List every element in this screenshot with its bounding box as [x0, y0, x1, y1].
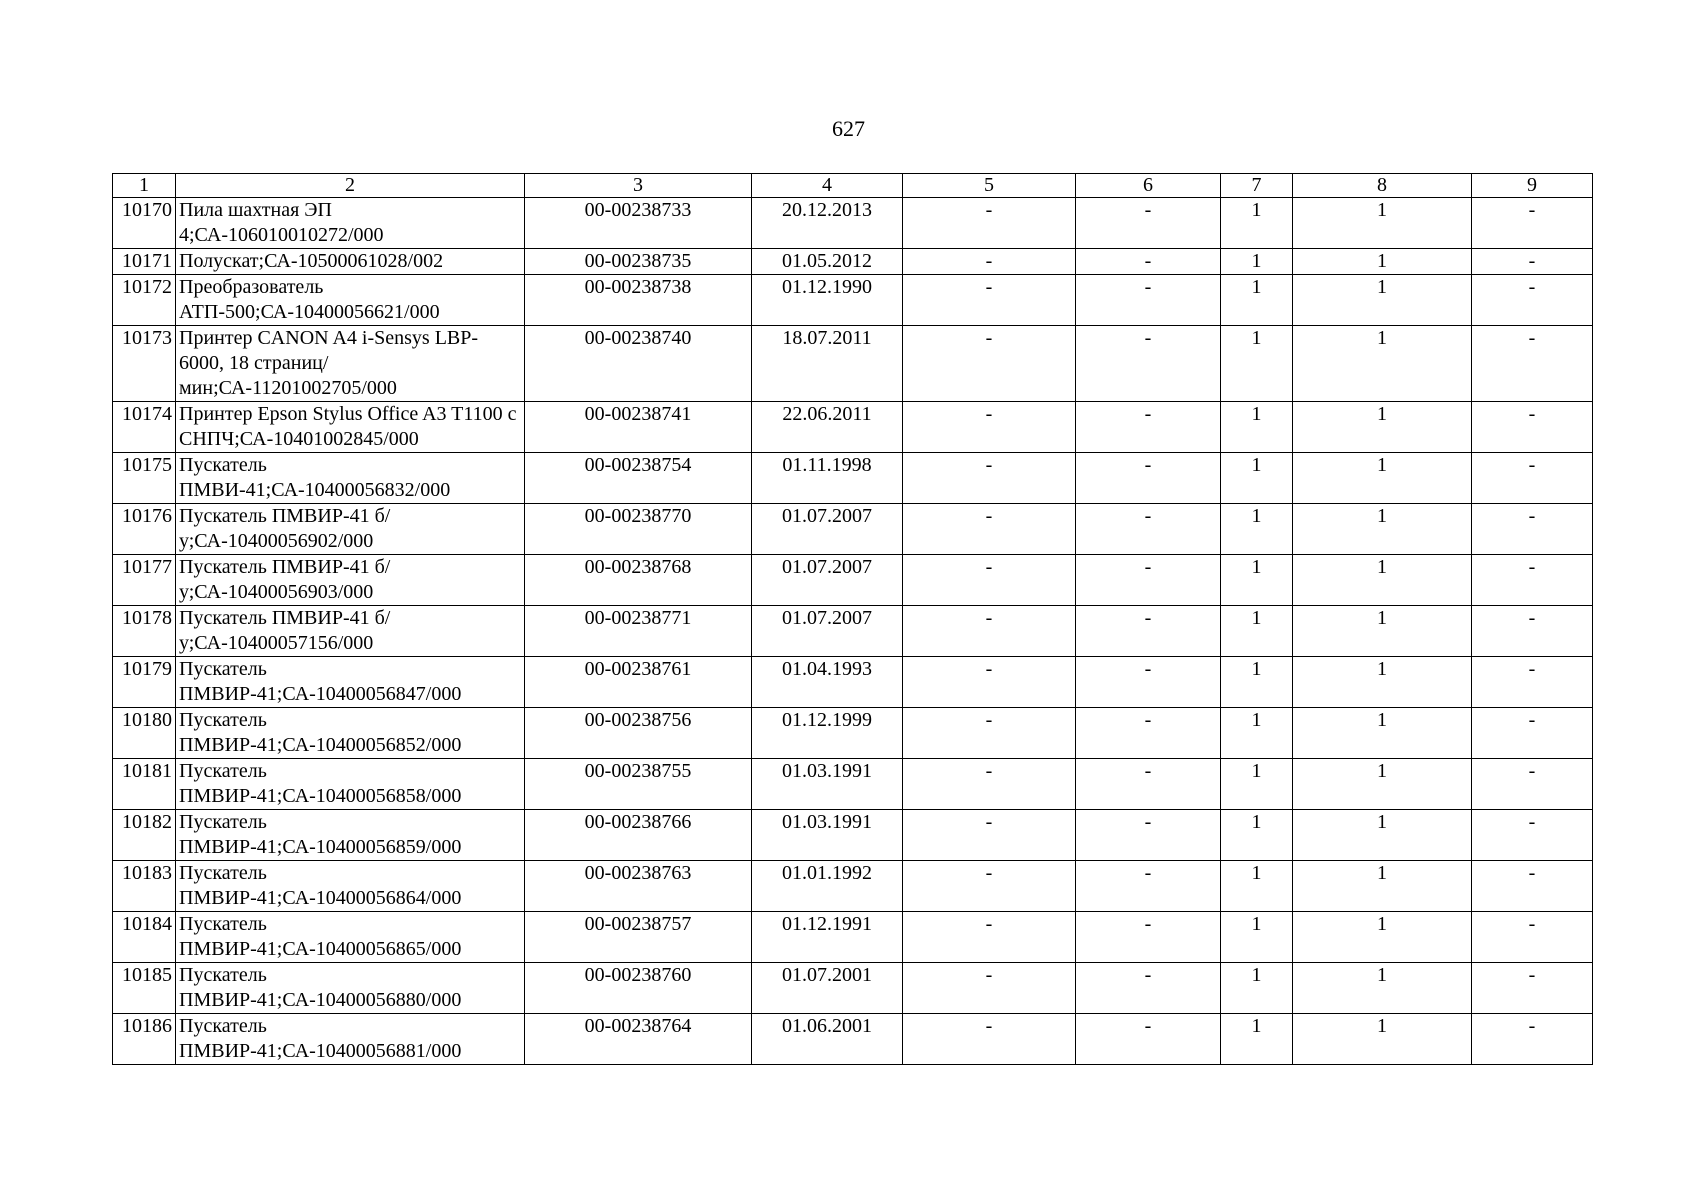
cell-col7: 1 [1221, 657, 1293, 708]
cell-col6: - [1076, 326, 1221, 402]
inventory-code: 00-00238738 [525, 275, 752, 326]
inventory-code: 00-00238770 [525, 504, 752, 555]
acquisition-date: 01.03.1991 [752, 810, 903, 861]
acquisition-date: 01.07.2001 [752, 963, 903, 1014]
item-name: Пускатель ПМВИР-41;СА-10400056859/000 [176, 810, 525, 861]
cell-col9: - [1472, 912, 1593, 963]
acquisition-date: 01.07.2007 [752, 606, 903, 657]
cell-col9: - [1472, 453, 1593, 504]
item-name: Пила шахтная ЭП 4;СА-106010010272/000 [176, 198, 525, 249]
cell-col6: - [1076, 759, 1221, 810]
table-row [113, 504, 1593, 555]
inventory-code: 00-00238757 [525, 912, 752, 963]
cell-col5: - [903, 708, 1076, 759]
row-number: 10183 [113, 861, 176, 912]
cell-col9: - [1472, 326, 1593, 402]
inventory-code: 00-00238756 [525, 708, 752, 759]
row-number: 10180 [113, 708, 176, 759]
page-number: 627 [832, 116, 865, 141]
item-name: Пускатель ПМВИР-41;СА-10400056864/000 [176, 861, 525, 912]
cell-col9: - [1472, 275, 1593, 326]
item-name: Пускатель ПМВИР-41;СА-10400056865/000 [176, 912, 525, 963]
inventory-code: 00-00238741 [525, 402, 752, 453]
cell-col6: - [1076, 275, 1221, 326]
cell-col7: 1 [1221, 326, 1293, 402]
cell-col7: 1 [1221, 759, 1293, 810]
item-name: Принтер Epson Stylus Office A3 T1100 с СНПЧ;СА-10401002845/000 [176, 402, 525, 453]
cell-col8: 1 [1293, 657, 1472, 708]
table-row [113, 275, 1593, 326]
cell-col5: - [903, 963, 1076, 1014]
row-number: 10175 [113, 453, 176, 504]
cell-col6: - [1076, 1014, 1221, 1065]
inventory-code: 00-00238763 [525, 861, 752, 912]
table-row [113, 1014, 1593, 1065]
item-name: Принтер CANON A4 i-Sensys LBP-6000, 18 страниц/мин;СА-11201002705/000 [176, 326, 525, 402]
table-row [113, 198, 1593, 249]
cell-col6: - [1076, 963, 1221, 1014]
cell-col9: - [1472, 963, 1593, 1014]
item-name: Преобразователь АТП-500;СА-10400056621/000 [176, 275, 525, 326]
cell-col9: - [1472, 861, 1593, 912]
cell-col8: 1 [1293, 402, 1472, 453]
cell-col8: 1 [1293, 810, 1472, 861]
cell-col6: - [1076, 555, 1221, 606]
acquisition-date: 01.12.1991 [752, 912, 903, 963]
cell-col6: - [1076, 810, 1221, 861]
acquisition-date: 01.04.1993 [752, 657, 903, 708]
item-name: Пускатель ПМВИР-41;СА-10400056880/000 [176, 963, 525, 1014]
column-header-2: 2 [176, 174, 525, 198]
cell-col9: - [1472, 555, 1593, 606]
cell-col8: 1 [1293, 275, 1472, 326]
item-name: Пускатель ПМВИР-41;СА-10400056858/000 [176, 759, 525, 810]
acquisition-date: 01.06.2001 [752, 1014, 903, 1065]
cell-col8: 1 [1293, 198, 1472, 249]
cell-col7: 1 [1221, 1014, 1293, 1065]
cell-col9: - [1472, 606, 1593, 657]
cell-col5: - [903, 555, 1076, 606]
item-name: Пускатель ПМВИР-41 б/у;СА-10400056902/000 [176, 504, 525, 555]
cell-col7: 1 [1221, 912, 1293, 963]
inventory-code: 00-00238761 [525, 657, 752, 708]
cell-col8: 1 [1293, 453, 1472, 504]
item-name: Пускатель ПМВИ-41;СА-10400056832/000 [176, 453, 525, 504]
table-row [113, 555, 1593, 606]
cell-col9: - [1472, 657, 1593, 708]
inventory-code: 00-00238768 [525, 555, 752, 606]
cell-col9: - [1472, 504, 1593, 555]
cell-col6: - [1076, 249, 1221, 275]
table-row [113, 810, 1593, 861]
cell-col5: - [903, 453, 1076, 504]
inventory-code: 00-00238755 [525, 759, 752, 810]
inventory-code: 00-00238754 [525, 453, 752, 504]
item-name: Пускатель ПМВИР-41 б/у;СА-10400057156/000 [176, 606, 525, 657]
cell-col6: - [1076, 198, 1221, 249]
item-name: Пускатель ПМВИР-41;СА-10400056881/000 [176, 1014, 525, 1065]
cell-col8: 1 [1293, 963, 1472, 1014]
cell-col9: - [1472, 249, 1593, 275]
inventory-code: 00-00238771 [525, 606, 752, 657]
cell-col5: - [903, 249, 1076, 275]
cell-col9: - [1472, 708, 1593, 759]
inventory-table [112, 173, 1593, 1065]
row-number: 10181 [113, 759, 176, 810]
cell-col9: - [1472, 810, 1593, 861]
row-number: 10173 [113, 326, 176, 402]
cell-col5: - [903, 810, 1076, 861]
table-body [113, 174, 1593, 1065]
cell-col6: - [1076, 606, 1221, 657]
cell-col5: - [903, 912, 1076, 963]
cell-col8: 1 [1293, 912, 1472, 963]
table-row [113, 759, 1593, 810]
acquisition-date: 22.06.2011 [752, 402, 903, 453]
acquisition-date: 18.07.2011 [752, 326, 903, 402]
table-row [113, 453, 1593, 504]
table-row [113, 326, 1593, 402]
cell-col5: - [903, 861, 1076, 912]
column-header-3: 3 [525, 174, 752, 198]
cell-col9: - [1472, 759, 1593, 810]
column-header-5: 5 [903, 174, 1076, 198]
column-header-7: 7 [1221, 174, 1293, 198]
acquisition-date: 01.11.1998 [752, 453, 903, 504]
row-number: 10176 [113, 504, 176, 555]
acquisition-date: 01.03.1991 [752, 759, 903, 810]
cell-col7: 1 [1221, 708, 1293, 759]
cell-col7: 1 [1221, 402, 1293, 453]
acquisition-date: 01.07.2007 [752, 555, 903, 606]
acquisition-date: 01.12.1990 [752, 275, 903, 326]
cell-col5: - [903, 326, 1076, 402]
item-name: Пускатель ПМВИР-41;СА-10400056852/000 [176, 708, 525, 759]
acquisition-date: 01.12.1999 [752, 708, 903, 759]
cell-col5: - [903, 759, 1076, 810]
cell-col6: - [1076, 861, 1221, 912]
row-number: 10174 [113, 402, 176, 453]
cell-col6: - [1076, 453, 1221, 504]
cell-col5: - [903, 275, 1076, 326]
table-row [113, 249, 1593, 275]
row-number: 10178 [113, 606, 176, 657]
cell-col7: 1 [1221, 861, 1293, 912]
cell-col7: 1 [1221, 249, 1293, 275]
cell-col5: - [903, 606, 1076, 657]
cell-col7: 1 [1221, 275, 1293, 326]
column-header-8: 8 [1293, 174, 1472, 198]
inventory-code: 00-00238733 [525, 198, 752, 249]
cell-col5: - [903, 198, 1076, 249]
cell-col7: 1 [1221, 198, 1293, 249]
cell-col6: - [1076, 657, 1221, 708]
inventory-code: 00-00238740 [525, 326, 752, 402]
table-row [113, 402, 1593, 453]
row-number: 10185 [113, 963, 176, 1014]
row-number: 10186 [113, 1014, 176, 1065]
cell-col9: - [1472, 1014, 1593, 1065]
row-number: 10184 [113, 912, 176, 963]
row-number: 10170 [113, 198, 176, 249]
cell-col7: 1 [1221, 453, 1293, 504]
cell-col8: 1 [1293, 861, 1472, 912]
row-number: 10171 [113, 249, 176, 275]
table-row [113, 708, 1593, 759]
inventory-code: 00-00238764 [525, 1014, 752, 1065]
table-row [113, 861, 1593, 912]
cell-col6: - [1076, 912, 1221, 963]
row-number: 10172 [113, 275, 176, 326]
inventory-code: 00-00238735 [525, 249, 752, 275]
row-number: 10182 [113, 810, 176, 861]
cell-col9: - [1472, 402, 1593, 453]
column-header-6: 6 [1076, 174, 1221, 198]
table-row [113, 606, 1593, 657]
row-number: 10177 [113, 555, 176, 606]
cell-col5: - [903, 657, 1076, 708]
table-row [113, 912, 1593, 963]
cell-col8: 1 [1293, 504, 1472, 555]
cell-col5: - [903, 402, 1076, 453]
cell-col8: 1 [1293, 708, 1472, 759]
cell-col8: 1 [1293, 606, 1472, 657]
acquisition-date: 01.01.1992 [752, 861, 903, 912]
acquisition-date: 01.07.2007 [752, 504, 903, 555]
cell-col7: 1 [1221, 810, 1293, 861]
cell-col8: 1 [1293, 759, 1472, 810]
cell-col8: 1 [1293, 249, 1472, 275]
cell-col9: - [1472, 198, 1593, 249]
cell-col8: 1 [1293, 1014, 1472, 1065]
cell-col8: 1 [1293, 326, 1472, 402]
cell-col6: - [1076, 708, 1221, 759]
column-header-9: 9 [1472, 174, 1593, 198]
cell-col5: - [903, 504, 1076, 555]
cell-col6: - [1076, 402, 1221, 453]
cell-col8: 1 [1293, 555, 1472, 606]
row-number: 10179 [113, 657, 176, 708]
table-row [113, 963, 1593, 1014]
cell-col7: 1 [1221, 504, 1293, 555]
cell-col6: - [1076, 504, 1221, 555]
cell-col5: - [903, 1014, 1076, 1065]
column-header-4: 4 [752, 174, 903, 198]
acquisition-date: 01.05.2012 [752, 249, 903, 275]
table-header-row [113, 174, 1593, 198]
table-row [113, 657, 1593, 708]
inventory-code: 00-00238766 [525, 810, 752, 861]
column-header-1: 1 [113, 174, 176, 198]
inventory-code: 00-00238760 [525, 963, 752, 1014]
item-name: Пускатель ПМВИР-41 б/у;СА-10400056903/000 [176, 555, 525, 606]
item-name: Полускат;СА-10500061028/002 [176, 249, 525, 275]
cell-col7: 1 [1221, 555, 1293, 606]
cell-col7: 1 [1221, 606, 1293, 657]
cell-col7: 1 [1221, 963, 1293, 1014]
item-name: Пускатель ПМВИР-41;СА-10400056847/000 [176, 657, 525, 708]
acquisition-date: 20.12.2013 [752, 198, 903, 249]
